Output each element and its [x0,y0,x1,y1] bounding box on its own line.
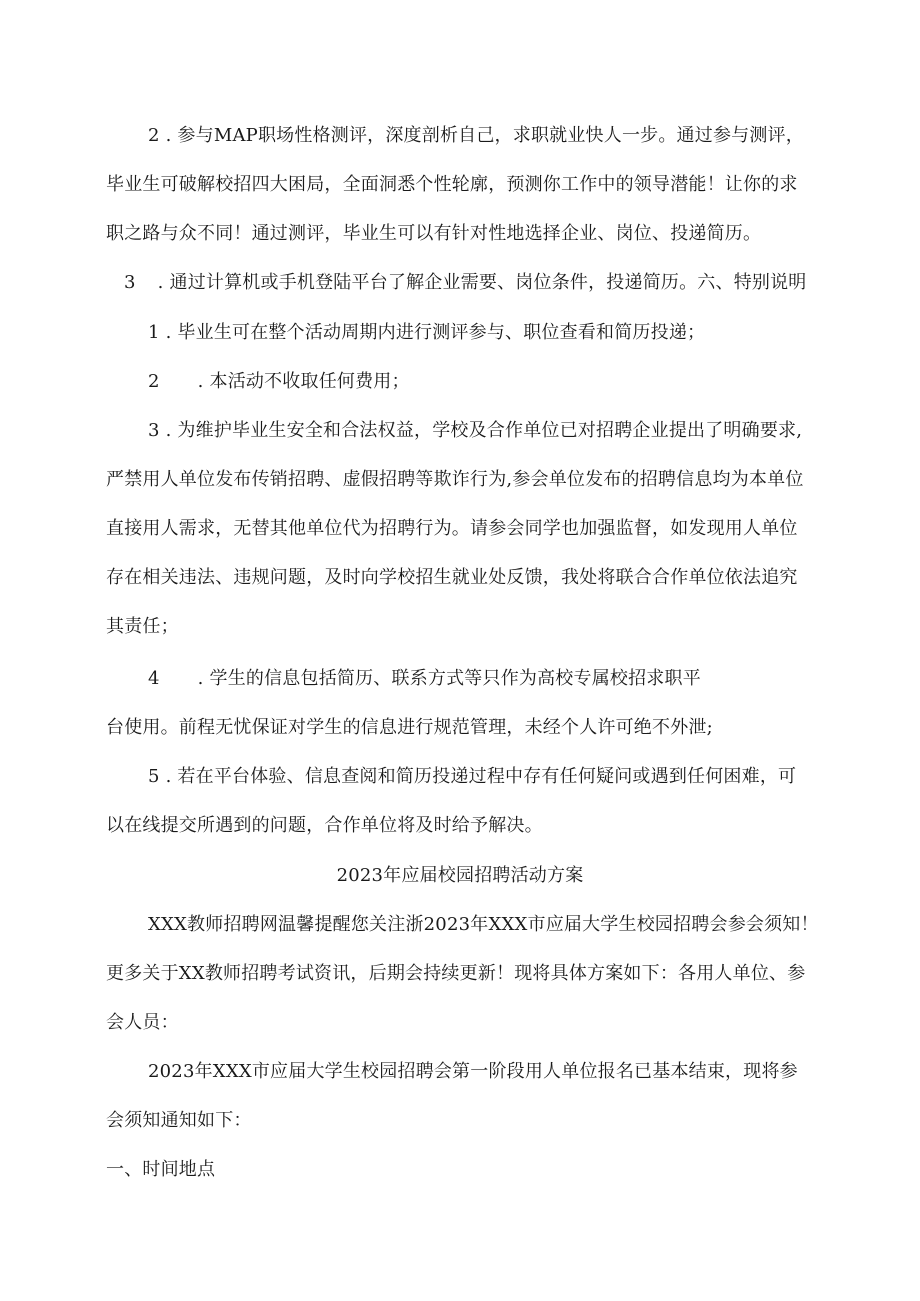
note-4-line-1 [148,667,701,691]
note-3-line-3: 直接用人需求，无替其他单位代为招聘行为。请参会同学也加强监督，如发现用人单位 [106,518,798,539]
notice-line-2: 会须知通知如下： [106,1110,252,1131]
notice-line-1: 2023年XXX市应届大学生校园招聘会第一阶段用人单位报名已基本结束，现将参 [148,1061,798,1082]
note-4-text: . 学生的信息包括简历、联系方式等只作为高校专属校招求职平 [197,668,701,689]
item-3-number: 3 [124,272,136,293]
note-3-line-5: 其责任； [106,616,179,637]
note-3-line-2: 严禁用人单位发布传销招聘、虚假招聘等欺诈行为,参会单位发布的招聘信息均为本单位 [106,469,804,490]
note-3-line-1: 3 . 为维护毕业生安全和合法权益，学校及合作单位已对招聘企业提出了明确要求, [148,420,803,441]
note-5-line-1: 5 . 若在平台体验、信息查阅和简历投递过程中存有任何疑问或遇到任何困难，可 [148,766,797,787]
intro-line-3: 会人员： [106,1012,179,1033]
intro-line-2: 更多关于XX教师招聘考试资讯，后期会持续更新！现将具体方案如下：各用人单位、参 [106,963,806,984]
note-5-line-2: 以在线提交所遇到的问题，合作单位将及时给予解决。 [106,815,543,836]
document-title: 2023年应届校园招聘活动方案 [336,865,584,886]
note-4-line-2: 台使用。前程无忧保证对学生的信息进行规范管理，未经个人许可绝不外泄; [106,717,713,738]
note-4-number: 4 [148,668,160,689]
item-3-text: . 通过计算机或手机登陆平台了解企业需要、岗位条件，投递简历。六、特别说明 [157,272,807,293]
item-2-line-2: 毕业生可破解校招四大困局，全面洞悉个性轮廓，预测你工作中的领导潜能！让你的求 [106,174,798,195]
intro-line-1: XXX教师招聘网温馨提醒您关注浙2023年XXX市应届大学生校园招聘会参会须知！ [148,914,819,935]
item-2-line-3: 职之路与众不同！通过测评，毕业生可以有针对性地选择企业、岗位、投递简历。 [106,223,762,244]
item-2-line-1: 2 . 参与MAP职场性格测评，深度剖析自己，求职就业快人一步。通过参与测评， [148,125,804,146]
section-heading: 一、时间地点 [106,1159,216,1180]
note-2-line [148,370,410,394]
note-2-number: 2 [148,371,160,392]
note-1-line: 1 . 毕业生可在整个活动周期内进行测评参与、职位查看和简历投递； [148,322,706,343]
note-2-text: . 本活动不收取任何费用； [197,371,410,392]
note-3-line-4: 存在相关违法、违规问题，及时向学校招生就业处反馈，我处将联合合作单位依法追究 [106,567,798,588]
item-3-line [124,271,807,295]
